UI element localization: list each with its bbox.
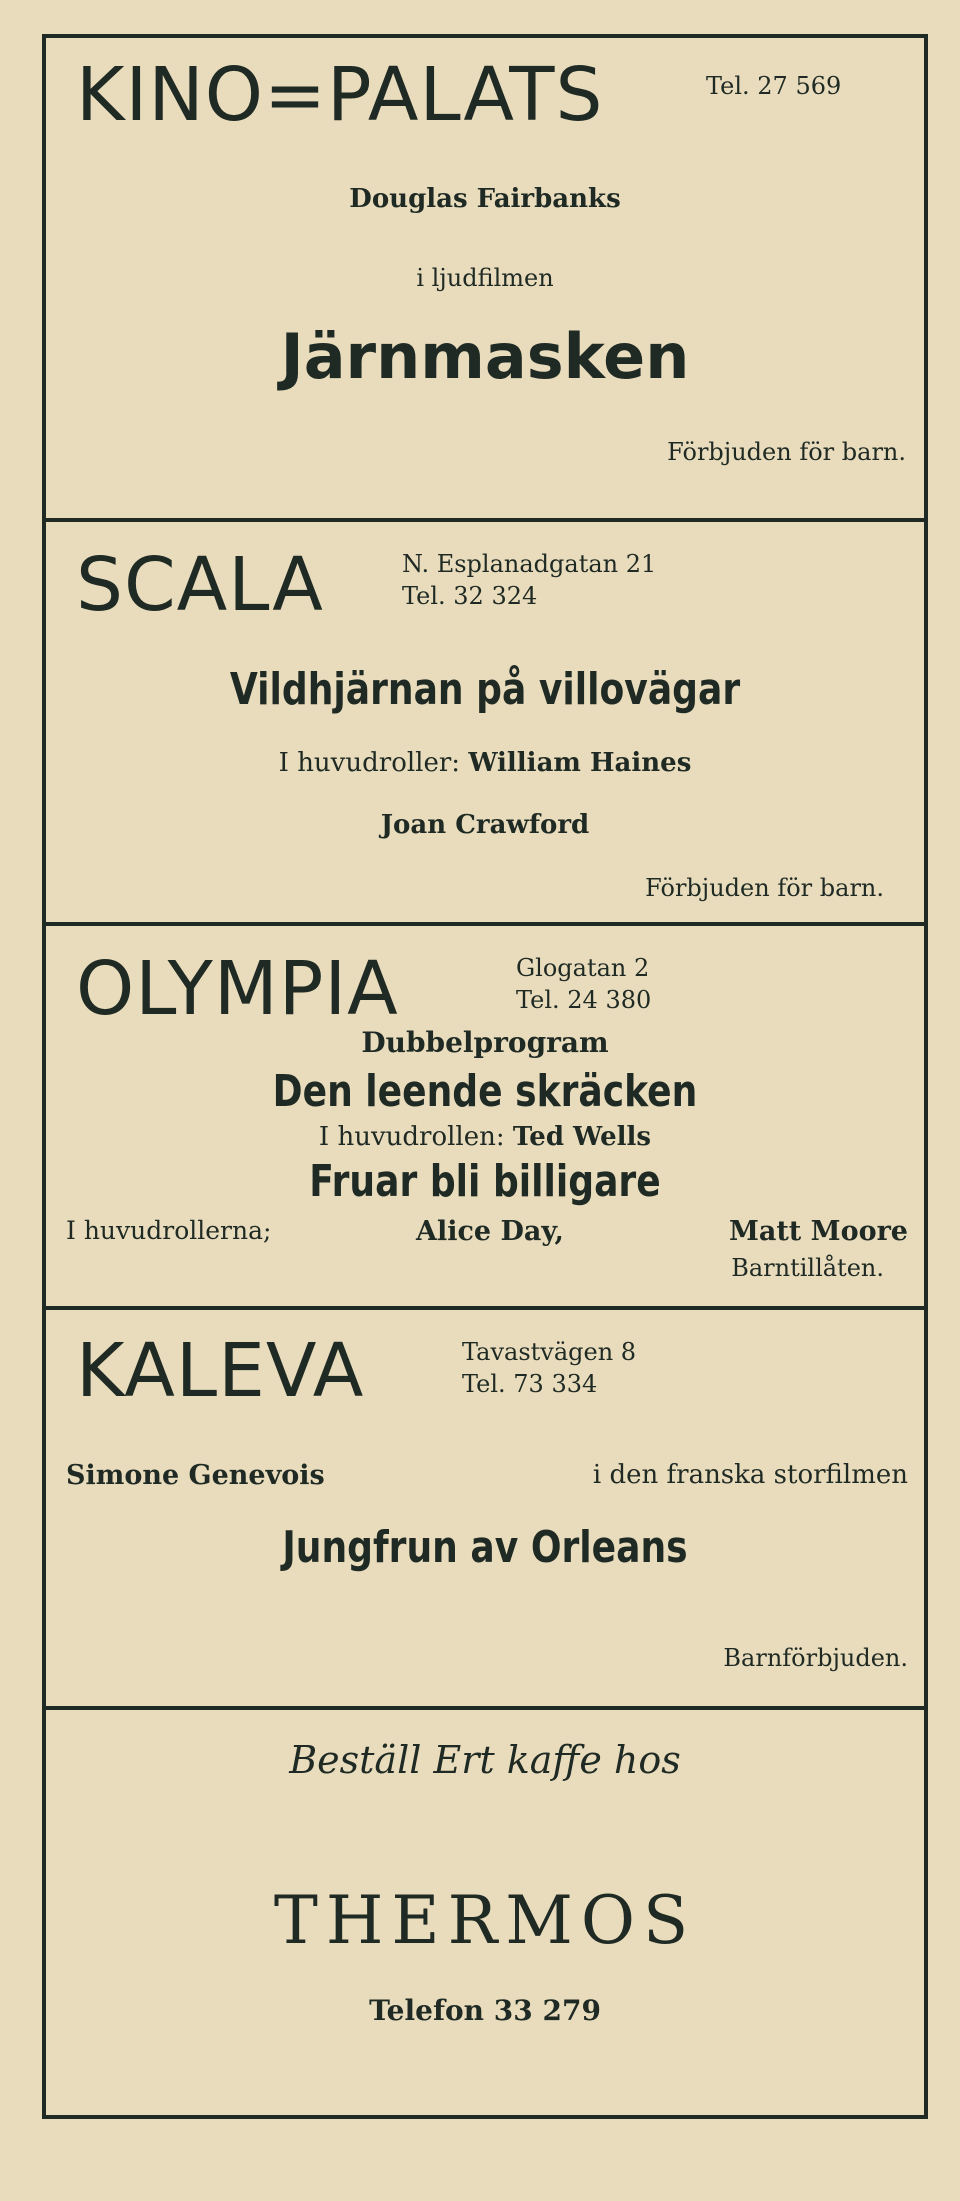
kino-palats-title: Järnmasken (280, 320, 690, 393)
olympia-film-1-role-label: I huvudrollen: (318, 1122, 505, 1152)
olympia-address: Glogatan 2 (516, 954, 650, 982)
olympia-film-2-role-label: I huvudrollerna; (66, 1216, 272, 1245)
scala-roles-line (46, 748, 924, 778)
kaleva-intro: i den franska storfilmen (592, 1460, 908, 1490)
kino-palats-star: Douglas Fairbanks (349, 184, 621, 214)
olympia-film-1: Den leende skräcken (272, 1066, 698, 1117)
scala-title: Vildhjärnan på villovägar (229, 664, 741, 715)
kaleva-title: Jungfrun av Orleans (282, 1522, 688, 1573)
kino-palats-name: KINO=PALATS (76, 52, 604, 138)
olympia-name: OLYMPIA (76, 946, 399, 1032)
scala-roles-label: I huvudroller: (278, 748, 461, 778)
kaleva-rating: Barnförbjuden. (723, 1644, 908, 1672)
scala-actor-1: William Haines (468, 748, 692, 778)
kaleva-address: Tavastvägen 8 (462, 1338, 637, 1366)
thermos-name: THERMOS (273, 1882, 697, 1959)
olympia-film-1-actor: Ted Wells (512, 1122, 652, 1152)
olympia-program: Dubbelprogram (361, 1026, 609, 1059)
scala-actor-2: Joan Crawford (380, 810, 590, 840)
advertisement-sheet (42, 34, 928, 2119)
kino-palats-rating: Förbjuden för barn. (667, 438, 906, 466)
scala-name: SCALA (76, 542, 324, 628)
scala-address: N. Esplanadgatan 21 (402, 550, 657, 578)
kino-palats-ad (46, 38, 924, 518)
olympia-film-2-actor-1: Alice Day, (416, 1216, 564, 1247)
kaleva-phone: Tel. 73 334 (462, 1370, 598, 1398)
thermos-tagline: Beställ Ert kaffe hos (289, 1738, 681, 1782)
scala-phone: Tel. 32 324 (402, 582, 538, 610)
scala-rating: Förbjuden för barn. (645, 874, 884, 902)
olympia-rating: Barntillåten. (731, 1254, 884, 1282)
kaleva-name: KALEVA (76, 1328, 365, 1414)
olympia-ad (46, 926, 924, 1306)
olympia-film-1-roles (46, 1122, 924, 1152)
olympia-phone: Tel. 24 380 (516, 986, 652, 1014)
olympia-film-2-actor-2: Matt Moore (728, 1216, 908, 1247)
thermos-phone: Telefon 33 279 (369, 1994, 601, 2027)
thermos-ad (46, 1710, 924, 2115)
kaleva-star: Simone Genevois (66, 1460, 325, 1491)
olympia-film-2: Fruar bli billigare (309, 1156, 661, 1207)
kaleva-ad (46, 1310, 924, 1706)
kino-palats-intro: i ljudfilmen (416, 264, 554, 292)
kino-palats-phone: Tel. 27 569 (706, 72, 842, 100)
scala-ad (46, 522, 924, 922)
